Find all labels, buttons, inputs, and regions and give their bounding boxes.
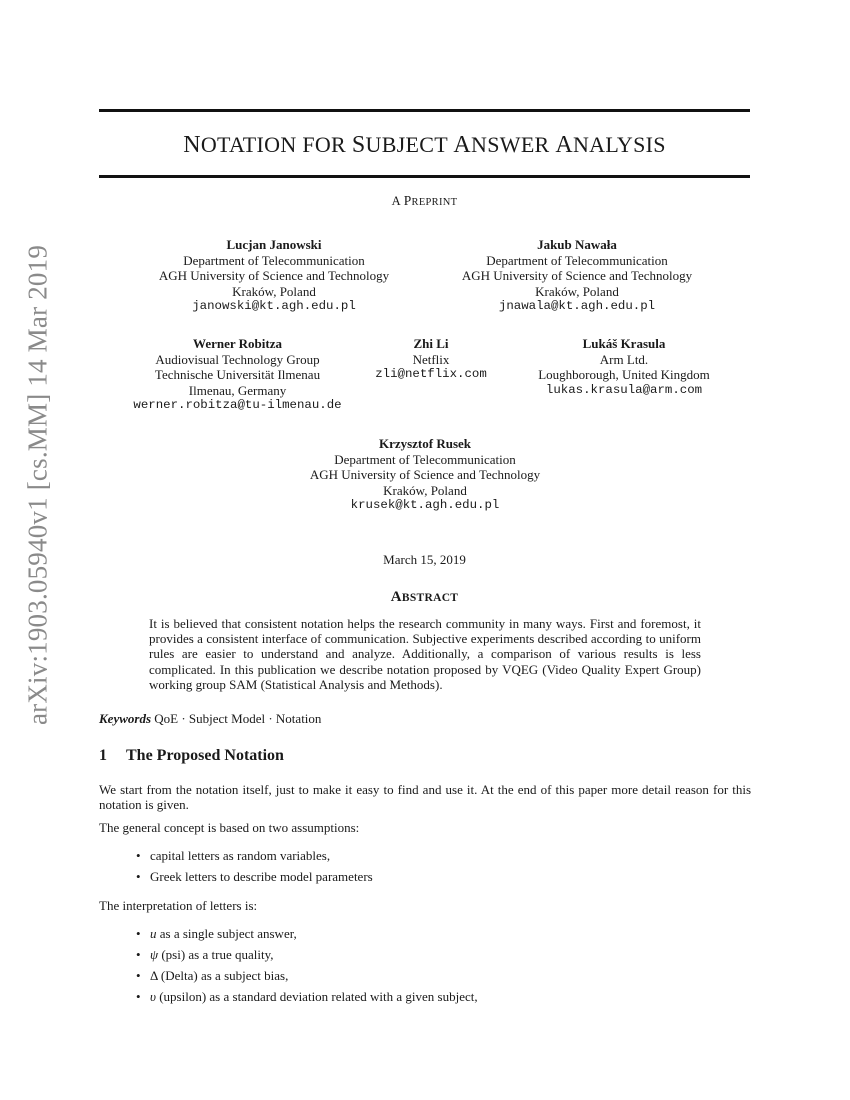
list-item	[136, 926, 297, 942]
list-item	[136, 989, 478, 1005]
title-word: FOR	[302, 132, 347, 157]
abstract-heading-rest: BSTRACT	[401, 592, 459, 604]
author-block	[130, 336, 345, 414]
section-title: The Proposed Notation	[126, 747, 284, 764]
section-number: 1	[99, 747, 107, 764]
title-word: UBJECT	[365, 132, 448, 157]
author-email[interactable]: krusek@kt.agh.edu.pl	[350, 498, 500, 512]
abstract-heading-initial: A	[390, 589, 402, 605]
author-name: Jakub Nawała	[537, 237, 617, 252]
math-symbol: υ	[150, 989, 156, 1004]
author-email[interactable]: jnawala@kt.agh.edu.pl	[498, 299, 656, 313]
author-affiliation: Audiovisual Technology Group	[155, 351, 320, 367]
bullet-icon: •	[136, 926, 141, 941]
paper-date: March 15, 2019	[383, 552, 466, 567]
list-item	[136, 848, 330, 864]
preprint-a: A	[391, 194, 401, 208]
paragraph: We start from the notation itself, just to make it easy to find and use it. At the end of this paper more detail reason for this notation is given.	[99, 782, 751, 813]
keywords-list: QoE · Subject Model · Notation	[154, 711, 322, 726]
bullet-icon: •	[136, 869, 141, 884]
author-name: Lukáš Krasula	[582, 336, 666, 351]
author-location: Loughborough, United Kingdom	[538, 367, 710, 382]
preprint-label	[99, 193, 750, 209]
keywords-line	[99, 711, 321, 727]
title-bottom-rule	[99, 175, 750, 178]
bullet-icon: •	[136, 989, 141, 1004]
author-affiliation: Technische Universität Ilmenau	[154, 367, 321, 382]
author-block	[521, 336, 727, 398]
title-initial: S	[351, 132, 366, 158]
author-block	[149, 237, 399, 315]
title-initial: A	[453, 132, 472, 158]
author-affiliation: AGH University of Science and Technology	[461, 268, 693, 283]
keywords-label: Keywords	[99, 711, 151, 726]
author-affiliation: Department of Telecommunication	[486, 252, 668, 268]
title-initial: N	[183, 132, 201, 158]
list-item-text: (psi) as a true quality,	[158, 947, 274, 962]
math-symbol: u	[150, 926, 157, 941]
list-item-text: (Delta) as a subject bias,	[157, 968, 289, 983]
author-email[interactable]: janowski@kt.agh.edu.pl	[192, 299, 356, 313]
author-name: Zhi Li	[413, 336, 449, 351]
author-email[interactable]: zli@netflix.com	[375, 367, 487, 381]
list-item	[136, 947, 273, 963]
author-location: Kraków, Poland	[383, 482, 467, 498]
list-item-text: Greek letters to describe model parameters	[150, 869, 373, 884]
bullet-icon: •	[136, 848, 141, 863]
author-location: Kraków, Poland	[535, 283, 619, 299]
author-name: Werner Robitza	[193, 336, 282, 351]
paper-title	[99, 132, 750, 159]
title-initial: A	[555, 132, 573, 158]
paragraph: The interpretation of letters is:	[99, 898, 258, 913]
author-affiliation: Department of Telecommunication	[183, 252, 365, 268]
list-item	[136, 869, 373, 885]
title-top-rule	[99, 109, 750, 112]
author-affiliation: Department of Telecommunication	[334, 451, 516, 467]
author-block	[300, 436, 550, 514]
math-symbol: ψ	[150, 947, 159, 962]
section-heading	[99, 747, 284, 765]
list-item-text: (upsilon) as a standard deviation related with a given subject,	[155, 989, 478, 1004]
author-name: Lucjan Janowski	[226, 237, 322, 252]
author-block	[366, 336, 496, 383]
list-item-text: as a single subject answer,	[156, 926, 297, 941]
preprint-initial: P	[403, 193, 412, 208]
list-item	[136, 968, 288, 984]
math-symbol: Δ	[150, 968, 158, 983]
title-word: OTATION	[200, 132, 297, 157]
paragraph: The general concept is based on two assumptions:	[99, 820, 360, 835]
bullet-icon: •	[136, 947, 141, 962]
preprint-rest: REPRINT	[411, 197, 458, 208]
arxiv-stamp-text: arXiv:1903.05940v1 [cs.MM] 14 Mar 2019	[22, 244, 53, 726]
list-item-text: capital letters as random variables,	[150, 848, 331, 863]
author-email[interactable]: werner.robitza@tu-ilmenau.de	[133, 398, 342, 412]
author-name: Krzysztof Rusek	[378, 436, 472, 451]
author-affiliation: AGH University of Science and Technology	[158, 268, 390, 283]
author-affiliation: AGH University of Science and Technology	[309, 467, 541, 482]
title-word: NSWER	[471, 132, 550, 157]
abstract-heading	[99, 589, 750, 606]
author-affiliation: Netflix	[412, 351, 450, 367]
author-email[interactable]: lukas.krasula@arm.com	[545, 382, 703, 397]
author-block	[452, 237, 702, 315]
author-location: Ilmenau, Germany	[188, 382, 287, 398]
title-word: NALYSIS	[572, 132, 666, 157]
author-affiliation: Arm Ltd.	[599, 351, 649, 367]
bullet-icon: •	[136, 968, 141, 983]
abstract-body: It is believed that consistent notation helps the research community in many ways. First and foremost, it provides a consistent interface of communication. Subjective experiments described according to uniform rules are easier to understand and analyze. Additionally, a comparison of various results is less complicated. In this publication we describe notation proposed by VQEG (Video Quality Expert Group) working group SAM (Statistical Analysis and Methods).	[149, 616, 701, 692]
author-location: Kraków, Poland	[232, 283, 316, 299]
